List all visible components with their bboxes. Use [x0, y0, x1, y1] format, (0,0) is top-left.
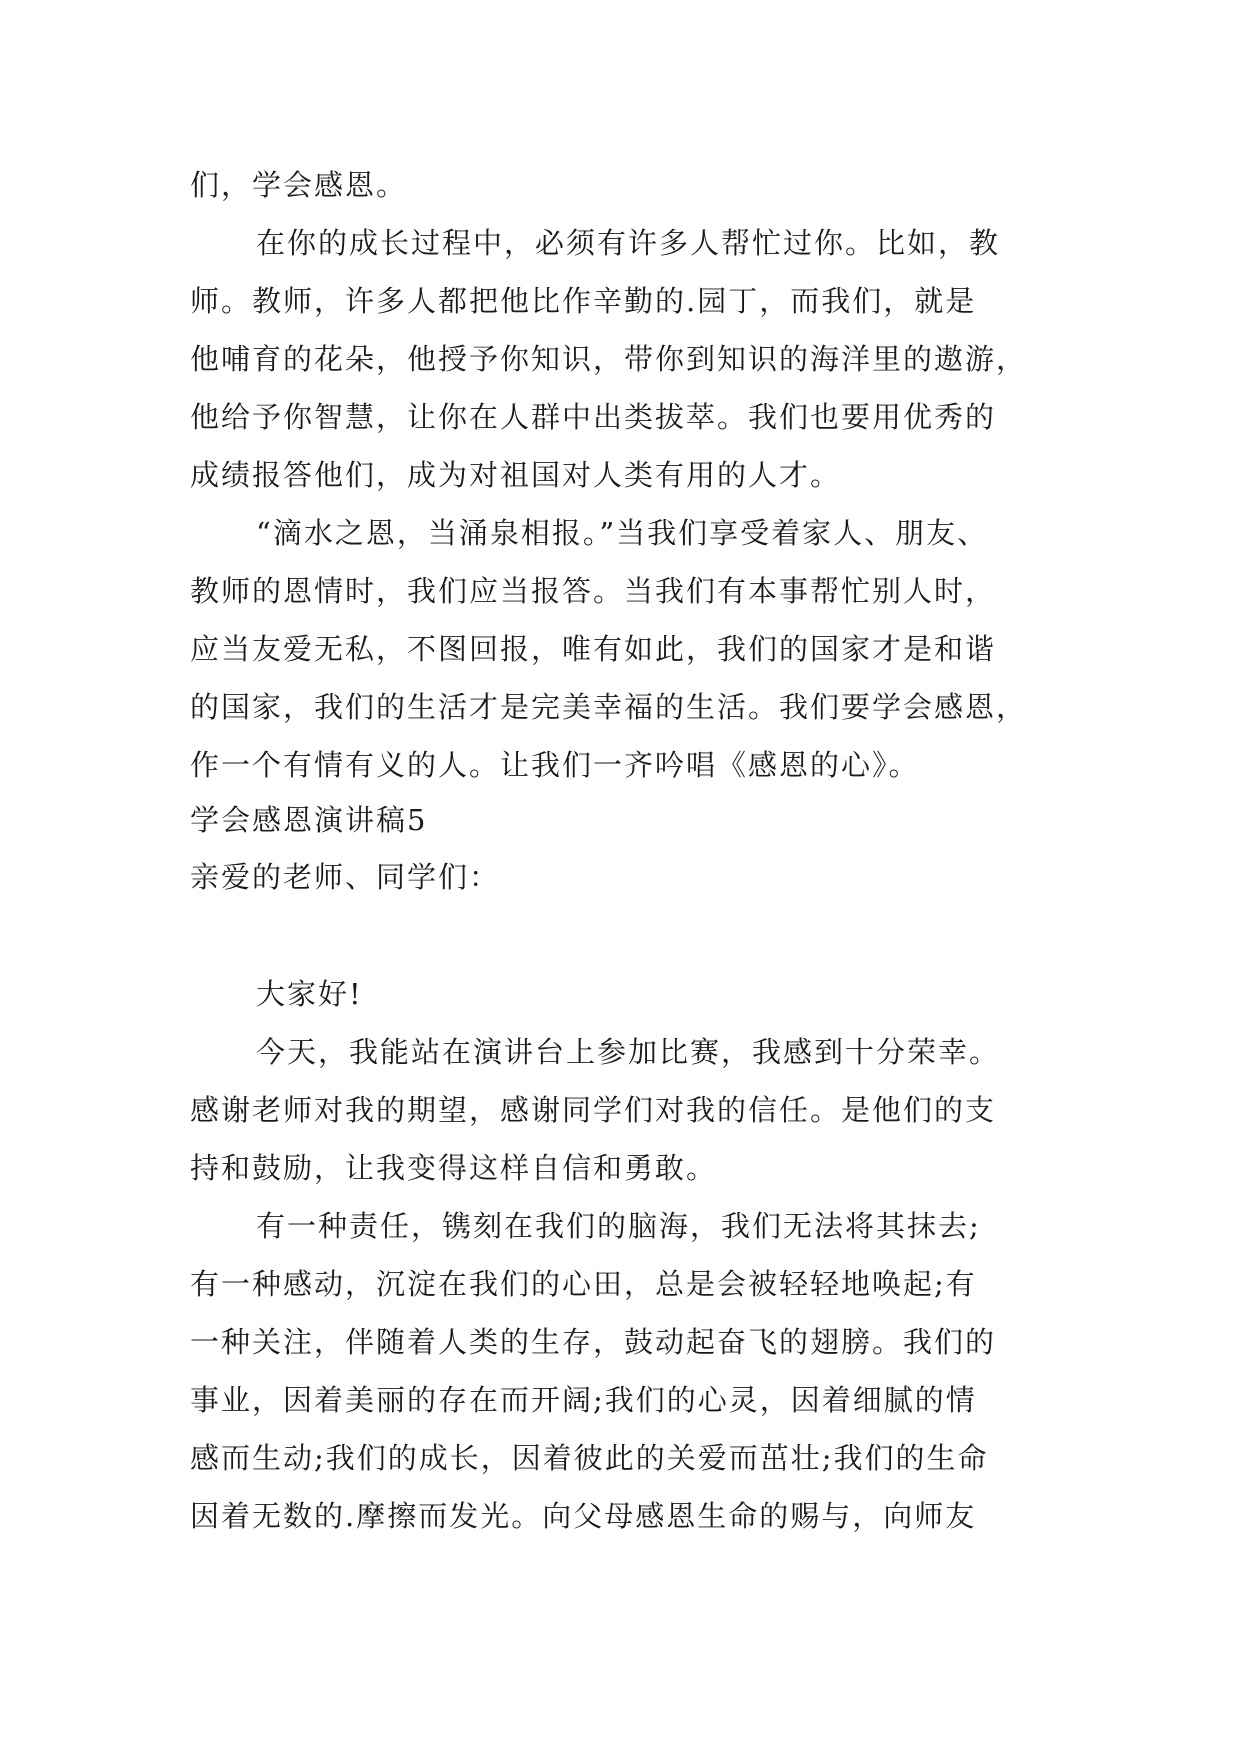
text-line: 一种关注，伴随着人类的生存，鼓动起奋飞的翅膀。我们的	[190, 1325, 997, 1359]
section-heading: 学会感恩演讲稿5	[190, 803, 428, 837]
text-line: 感而生动;我们的成长，因着彼此的关爱而茁壮;我们的生命	[190, 1441, 989, 1475]
text-line: 的国家，我们的生活才是完美幸福的生活。我们要学会感恩，	[190, 690, 1028, 724]
text-line: 因着无数的.摩擦而发光。向父母感恩生命的赐与，向师友	[190, 1499, 977, 1533]
text-line: 作一个有情有义的人。让我们一齐吟唱《感恩的心》。	[190, 748, 920, 782]
text-line: 在你的成长过程中，必须有许多人帮忙过你。比如，教	[256, 226, 1001, 260]
text-line: 他给予你智慧，让你在人群中出类拔萃。我们也要用优秀的	[190, 400, 997, 434]
salutation: 亲爱的老师、同学们：	[190, 860, 501, 894]
text-line: 应当友爱无私，不图回报，唯有如此，我们的国家才是和谐	[190, 632, 997, 666]
text-line: 教师的恩情时，我们应当报答。当我们有本事帮忙别人时，	[190, 574, 997, 608]
text-line: 成绩报答他们，成为对祖国对人类有用的人才。	[190, 458, 842, 492]
text-line: 感谢老师对我的期望，感谢同学们对我的信任。是他们的支	[190, 1093, 997, 1127]
text-line: “滴水之恩，当涌泉相报。”当我们享受着家人、朋友、	[256, 516, 989, 550]
greeting: 大家好!	[256, 977, 363, 1011]
text-line: 们，学会感恩。	[190, 168, 408, 202]
text-line: 持和鼓励，让我变得这样自信和勇敢。	[190, 1151, 718, 1185]
text-line: 事业，因着美丽的存在而开阔;我们的心灵，因着细腻的情	[190, 1383, 977, 1417]
text-line: 他哺育的花朵，他授予你知识，带你到知识的海洋里的遨游，	[190, 342, 1028, 376]
text-line: 师。教师，许多人都把他比作辛勤的.园丁，而我们，就是	[190, 284, 977, 318]
text-line: 有一种感动，沉淀在我们的心田，总是会被轻轻地唤起;有	[190, 1267, 977, 1301]
text-line: 有一种责任，镌刻在我们的脑海，我们无法将其抹去;	[256, 1209, 981, 1243]
text-line: 今天，我能站在演讲台上参加比赛，我感到十分荣幸。	[256, 1035, 1001, 1069]
